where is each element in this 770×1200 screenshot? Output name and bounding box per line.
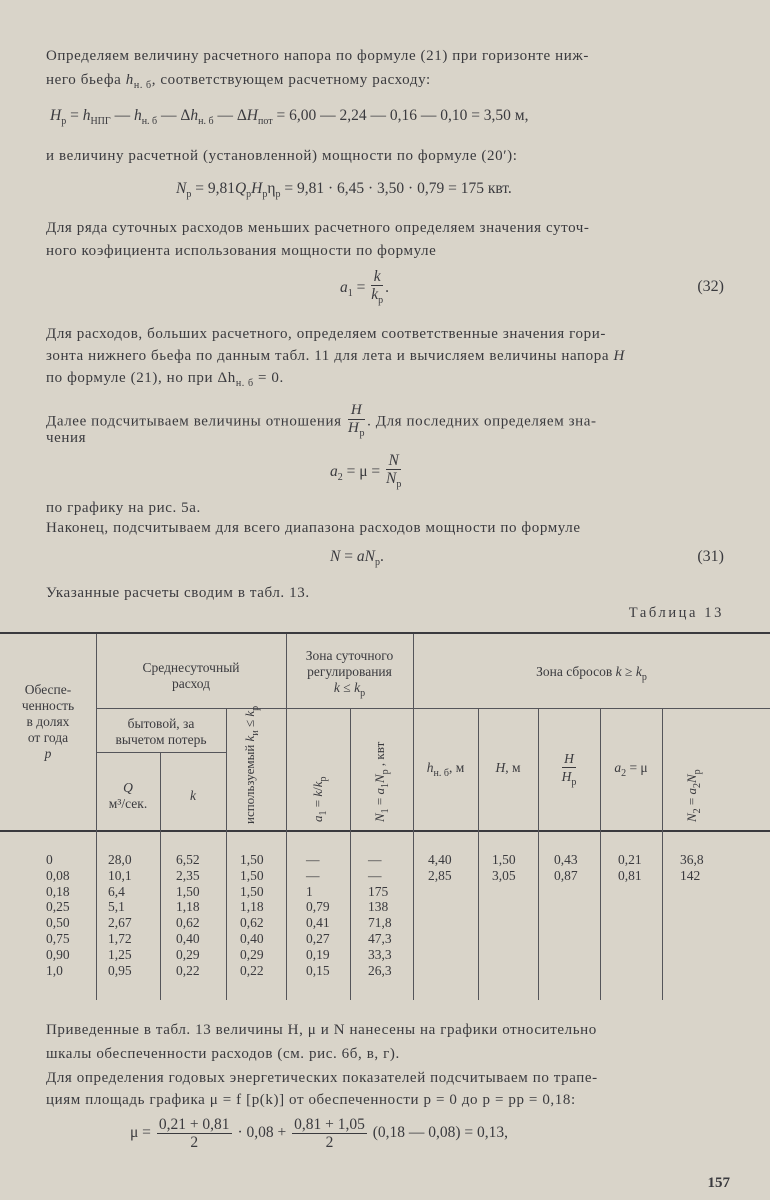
column-probability: 0 0,08 0,18 0,25 0,50 0,75 0,90 1,0 bbox=[46, 852, 70, 978]
header-zone-spill: Зона сбросов $k \ge k_р$ bbox=[536, 664, 647, 683]
paragraph-line: шкалы обеспеченности расходов (см. рис. 6б, в, г). bbox=[46, 1046, 400, 1062]
column-h-ratio: 0,43 0,87 bbox=[554, 852, 578, 883]
paragraph-line: по формуле (21), но при $\Delta h_{н. б} = 0$. bbox=[46, 370, 284, 389]
paragraph-line: Для определения годовых энергетических показателей подсчитываем по трапе- bbox=[46, 1070, 598, 1086]
column-k: 6,52 2,35 1,50 1,18 0,62 0,40 0,29 0,22 bbox=[176, 852, 200, 978]
header-daily: бытовой, за вычетом потерь bbox=[115, 716, 207, 747]
equation-number: (31) bbox=[697, 548, 724, 565]
paragraph-line: Для расходов, больших расчетного, определяем соответственные значения гори- bbox=[46, 326, 606, 342]
formula-a2: $a_2 = \mu$ = $\frac{N}{N_р}$ bbox=[330, 452, 402, 490]
paragraph-line: Наконец, подсчитываем для всего диапазона расходов мощности по формуле bbox=[46, 520, 581, 536]
header-k-used: используемый $k_и \le k_р$ bbox=[242, 705, 261, 824]
paragraph-line: по графику на рис. 5а. bbox=[46, 500, 201, 516]
paragraph-line: Приведенные в табл. 13 величины H, μ и N нанесены на графики относительно bbox=[46, 1022, 597, 1038]
paragraph-line: ного коэфициента использования мощности по формуле bbox=[46, 243, 437, 259]
formula-power-calc: $N_р = 9,81Q_рH_р\eta_р = 9,81 \cdot 6,45 \cdot 3,50 \cdot 0,79 = 175$ квт. bbox=[176, 180, 512, 200]
paragraph-line: Для ряда суточных расходов меньших расчетного определяем значения суточ- bbox=[46, 220, 590, 236]
column-n1: — — 175 138 71,8 47,3 33,3 26,3 bbox=[368, 852, 392, 978]
header-avg-flow: Среднесуточный расход bbox=[142, 660, 240, 691]
formula-n: $N = aN_р$. bbox=[330, 548, 384, 568]
column-a1: — — 1 0,79 0,41 0,27 0,19 0,15 bbox=[306, 852, 330, 978]
paragraph-line: Определяем величину расчетного напора по формуле (21) при горизонте ниж- bbox=[46, 48, 589, 64]
paragraph-line: зонта нижнего бьефа по данным табл. 11 для лета и вычисляем величины напора H bbox=[46, 348, 625, 364]
header-probability: Обеспе- ченность в долях от года p bbox=[21, 682, 75, 761]
paragraph-line: него бьефа $h_{н. б}$, соответствующем расчетному расходу: bbox=[46, 72, 431, 91]
header-h: H, м bbox=[495, 760, 521, 775]
header-zone-regulation: Зона суточного регулирования $k \le k_р$ bbox=[305, 648, 394, 699]
column-q: 28,0 10,1 6,4 5,1 2,67 1,72 1,25 0,95 bbox=[108, 852, 132, 978]
header-k: k bbox=[190, 788, 196, 803]
paragraph-line: и величину расчетной (установленной) мощности по формуле (20′): bbox=[46, 148, 518, 164]
column-n2: 36,8 142 bbox=[680, 852, 704, 883]
column-k-used: 1,50 1,50 1,50 1,18 0,62 0,40 0,29 0,22 bbox=[240, 852, 264, 978]
column-hnb: 4,40 2,85 bbox=[428, 852, 452, 883]
header-n1: $N_1 = a_1N_р$ , квт bbox=[372, 741, 391, 822]
formula-a1: $a_1$ = $\frac{k}{k_р}$ . bbox=[340, 268, 390, 306]
table-13 bbox=[0, 632, 770, 1008]
table-caption: Таблица 13 bbox=[628, 605, 724, 621]
formula-mu: μ = $\frac{0,21 + 0,81}{2}$ · 0,08 + $\frac{0,81 + 1,05}{2}$ (0,18 — 0,08) = 0,13, bbox=[130, 1116, 509, 1151]
header-h-ratio: $\frac{H}{H_р}$ bbox=[561, 751, 577, 788]
column-h: 1,50 3,05 bbox=[492, 852, 516, 883]
header-q: Q м³/сек. bbox=[108, 780, 148, 811]
paragraph-line: Указанные расчеты сводим в табл. 13. bbox=[46, 585, 310, 601]
header-a2: $a_2 = \mu$ bbox=[614, 760, 648, 779]
paragraph-line: Далее подсчитываем величины отношения $\frac{H}{H_р}$ . Для последних определяем зна- bbox=[46, 402, 597, 439]
paragraph-line: циям площадь графика μ = f [p(k)] от обеспеченности p = 0 до p = pр = 0,18: bbox=[46, 1092, 576, 1108]
paragraph-line: чения bbox=[46, 430, 87, 446]
header-hnb: $h_{н. б}$, м bbox=[426, 760, 465, 779]
equation-number: (32) bbox=[697, 278, 724, 295]
column-a2: 0,21 0,81 bbox=[618, 852, 642, 883]
header-n2: $N_2 = a_2N_р$ bbox=[684, 769, 703, 822]
page-number: 157 bbox=[707, 1175, 730, 1191]
header-a1: $a_1 = k/k_р$ bbox=[310, 776, 329, 822]
formula-head-calc: $H_р = h_{НПГ}$ — $h_{н. б}$ — $\Delta h_{н. б}$ — $\Delta H_{пот} = 6,00$ — 2,24 — 0,16 — 0,10 = 3,50 м, bbox=[50, 107, 529, 127]
